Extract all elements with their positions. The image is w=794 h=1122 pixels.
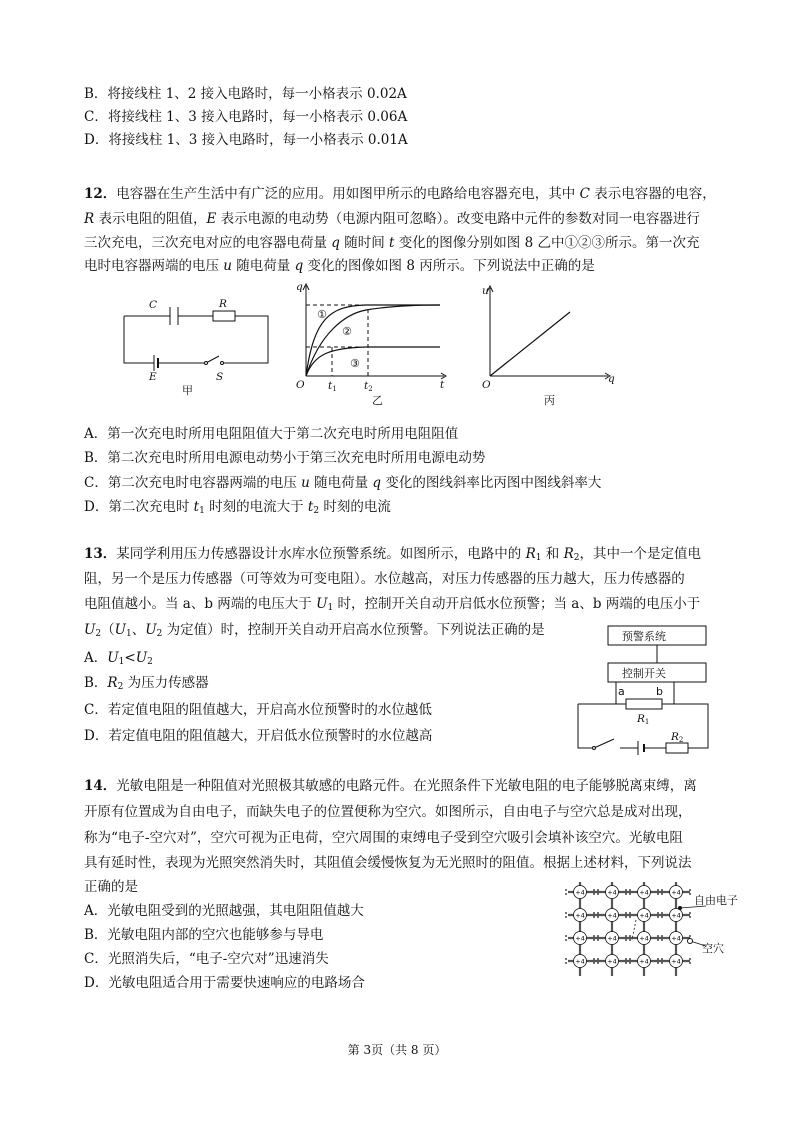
label-r2: R2 [671, 731, 684, 744]
page-footer: 第 3页（共 8 页） [347, 1043, 447, 1057]
atom-label: +4 [607, 957, 617, 966]
tick-t1: t1 [328, 380, 337, 393]
q12-option-d: D．第二次充电时 $t_1$ 时刻的电流大于 $t_2$ 时刻的电流 [84, 499, 391, 516]
caption-bing: 丙 [544, 394, 555, 407]
q14-option-b: B．光敏电阻内部的空穴也能够参与导电 [84, 927, 324, 943]
atom-label: +4 [575, 911, 585, 920]
q14-stem-line-3: 称为“电子-空穴对”，空穴可视为正电荷，空穴周围的束缚电子受到空穴吸引会填补该空穴。光敏电阻 [84, 830, 683, 846]
bound-electron [597, 893, 599, 895]
label-r: R [219, 298, 227, 310]
q12-stem-line-4: 电时电容器两端的电压 u 随电荷量 q 变化的图像如图 8 丙所示。下列说法中正确的是 [84, 258, 595, 274]
hole [688, 939, 693, 944]
prev-option-d: D．将接线柱 1、3 接入电路时，每一小格表示 0.01A [84, 132, 408, 148]
bound-electron [565, 935, 567, 937]
q12-option-a: A．第一次充电时所用电阻阻值大于第二次充电时所用电阻阻值 [84, 426, 459, 442]
atom-label: +4 [639, 888, 649, 897]
warning-system-label: 预警系统 [622, 630, 666, 643]
q12-figure-jia-circuit [118, 292, 278, 400]
bound-electron [661, 889, 663, 891]
bound-electron [593, 893, 595, 895]
label-c: C [149, 299, 158, 311]
axis-q: q [608, 373, 615, 385]
q14-option-a: A．光敏电阻受到的光照越强，其电阻阻值越大 [84, 903, 364, 919]
bound-electron [629, 912, 631, 914]
atom-label: +4 [607, 888, 617, 897]
bound-electron [689, 893, 691, 895]
bound-electron [625, 939, 627, 941]
bound-electron [629, 889, 631, 891]
q14-option-c: C．光照消失后，“电子-空穴对”迅速消失 [84, 951, 329, 967]
bound-electron [565, 916, 567, 918]
atom-label: +4 [607, 911, 617, 920]
label-r1: R1 [637, 713, 650, 726]
q12-figure-yi-graph [290, 278, 450, 408]
q12-option-b: B．第二次充电时所用电源电动势小于第三次充电时所用电源电动势 [84, 450, 486, 466]
curve-label-1: ① [317, 308, 327, 321]
q13-stem-line-1: 13．某同学利用压力传感器设计水库水位预警系统。如图所示，电路中的 $R_1$ 和 $R_2$，其中一个是定值电 [84, 546, 701, 563]
bound-electron [689, 958, 691, 960]
q14-figure-lattice [566, 880, 738, 980]
q14-stem-line-2: 开原有位置成为自由电子，而缺失电子的位置便称为空穴。如图所示，自由电子与空穴总是成对出现， [84, 804, 692, 820]
q13-option-b: B．$R_2$ 为压力传感器 [84, 675, 209, 692]
bound-electron [593, 935, 595, 937]
bound-electron [689, 916, 691, 918]
bound-electron [657, 893, 659, 895]
bound-electron [597, 962, 599, 964]
bound-electron [689, 912, 691, 914]
bound-electron [657, 889, 659, 891]
bound-electron [593, 939, 595, 941]
bound-electron [593, 962, 595, 964]
q13-stem-line-4: $U_2(U_1$、$U_2$ 为定值）时，控制开关自动开启高水位预警。下列说法正确的是 [84, 622, 545, 639]
bound-electron [625, 912, 627, 914]
bound-electron [657, 939, 659, 941]
origin: O [296, 379, 305, 391]
bound-electron [689, 962, 691, 964]
bound-electron [661, 912, 663, 914]
atom-label: +4 [671, 957, 681, 966]
prev-option-c: C．将接线柱 1、3 接入电路时，每一小格表示 0.06A [84, 109, 408, 125]
axis-t: t [440, 379, 445, 391]
bound-electron [565, 962, 567, 964]
bound-electron [593, 916, 595, 918]
q13-stem-line-3: 电阻值越小。当 a、b 两端的电压大于 $U_1$ 时，控制开关自动开启低水位预警；当 a、b 两端的电压小于 [84, 596, 701, 613]
atom-label: +4 [575, 934, 585, 943]
atom-label: +4 [639, 911, 649, 920]
bound-electron [629, 916, 631, 918]
q14-stem-line-1: 14．光敏电阻是一种阻值对光照极其敏感的电路元件。在光照条件下光敏电阻的电子能够脱离束缚，离 [84, 778, 697, 794]
bound-electron [657, 958, 659, 960]
bound-electron [689, 935, 691, 937]
bound-electron [565, 912, 567, 914]
atom-label: +4 [607, 934, 617, 943]
bound-electron [657, 935, 659, 937]
q13-option-a: A．$U_1<U_2$ [84, 650, 153, 667]
tick-t2: t2 [364, 380, 373, 393]
q12-option-c: C．第二次充电时电容器两端的电压 u 随电荷量 q 变化的图线斜率比丙图中图线斜率大 [84, 475, 602, 491]
bound-electron [625, 962, 627, 964]
bound-electron [625, 916, 627, 918]
bound-electron [597, 939, 599, 941]
bound-electron [629, 893, 631, 895]
bound-electron [597, 916, 599, 918]
bound-electron [629, 935, 631, 937]
bound-electron [597, 958, 599, 960]
bound-electron [689, 889, 691, 891]
bound-electron [625, 958, 627, 960]
terminal-a: a [618, 685, 625, 698]
bound-electron [593, 912, 595, 914]
bound-electron [565, 893, 567, 895]
q12-stem-line-3: 三次充电，三次充电对应的电容器电荷量 q 随时间 t 变化的图像分别如图 8 乙中①②③所示。第一次充 [84, 235, 700, 251]
q12-figure-bing-graph [478, 278, 618, 408]
bound-electron [625, 889, 627, 891]
bound-electron [565, 889, 567, 891]
curve-label-3: ③ [350, 357, 360, 370]
curve-label-2: ② [342, 325, 352, 338]
bound-electron [629, 962, 631, 964]
prev-option-b: B．将接线柱 1、2 接入电路时，每一小格表示 0.02A [84, 86, 407, 102]
atom-label: +4 [575, 888, 585, 897]
bound-electron [593, 889, 595, 891]
bound-electron [661, 916, 663, 918]
hole-label: 空穴 [702, 942, 724, 955]
caption-yi: 乙 [372, 394, 383, 407]
atom-label: +4 [639, 957, 649, 966]
bound-electron [625, 935, 627, 937]
bound-electron [565, 939, 567, 941]
q14-stem-line-5: 正确的是 [84, 879, 138, 895]
bound-electron [657, 912, 659, 914]
q13-stem-line-2: 阻，另一个是压力传感器（可等效为可变电阻）。水位越高，对压力传感器的压力越大，压力传感器的 [84, 571, 685, 587]
bound-electron [597, 935, 599, 937]
bound-electron [629, 958, 631, 960]
origin: O [482, 379, 491, 391]
bound-electron [597, 889, 599, 891]
q14-stem-line-4: 具有延时性，表现为光照突然消失时，其阻值会缓慢恢复为无光照时的阻值。根据上述材料，下列说法 [84, 855, 692, 871]
atom-label: +4 [671, 888, 681, 897]
label-s: S [216, 371, 224, 383]
bound-electron [593, 958, 595, 960]
caption-jia: 甲 [182, 384, 193, 397]
terminal-b: b [656, 685, 663, 698]
atom-label: +4 [639, 934, 649, 943]
q12-stem-line-1: 12．电容器在生产生活中有广泛的应用。用如图甲所示的电路给电容器充电，其中 C 表示电容器的电容， [84, 186, 716, 202]
bound-electron [661, 958, 663, 960]
q12-stem-line-2: R 表示电阻的阻值，E 表示电源的电动势（电源内阻可忽略）。改变电路中元件的参数对同一电容器进行 [84, 211, 700, 227]
bound-electron [661, 939, 663, 941]
bound-electron [629, 939, 631, 941]
bound-electron [661, 962, 663, 964]
axis-u: u [482, 285, 489, 297]
atom-label: +4 [575, 957, 585, 966]
q14-option-d: D．光敏电阻适合用于需要快速响应的电路场合 [84, 975, 365, 991]
free-electron [678, 906, 682, 910]
bound-electron [661, 893, 663, 895]
q13-figure-warning-circuit [574, 620, 714, 754]
atom-label: +4 [671, 911, 681, 920]
axis-q: q [296, 281, 303, 293]
q13-option-c: C．若定值电阻的阻值越大，开启高水位预警时的水位越低 [84, 702, 432, 718]
bound-electron [565, 958, 567, 960]
control-switch-label: 控制开关 [622, 667, 666, 680]
bound-electron [597, 912, 599, 914]
bound-electron [661, 935, 663, 937]
q13-option-d: D．若定值电阻的阻值越大，开启低水位预警时的水位越高 [84, 728, 433, 744]
bound-electron [625, 893, 627, 895]
bound-electron [657, 916, 659, 918]
atom-label: +4 [671, 934, 681, 943]
free-electron-label: 自由电子 [694, 894, 738, 907]
bound-electron [657, 962, 659, 964]
label-e: E [149, 371, 157, 383]
